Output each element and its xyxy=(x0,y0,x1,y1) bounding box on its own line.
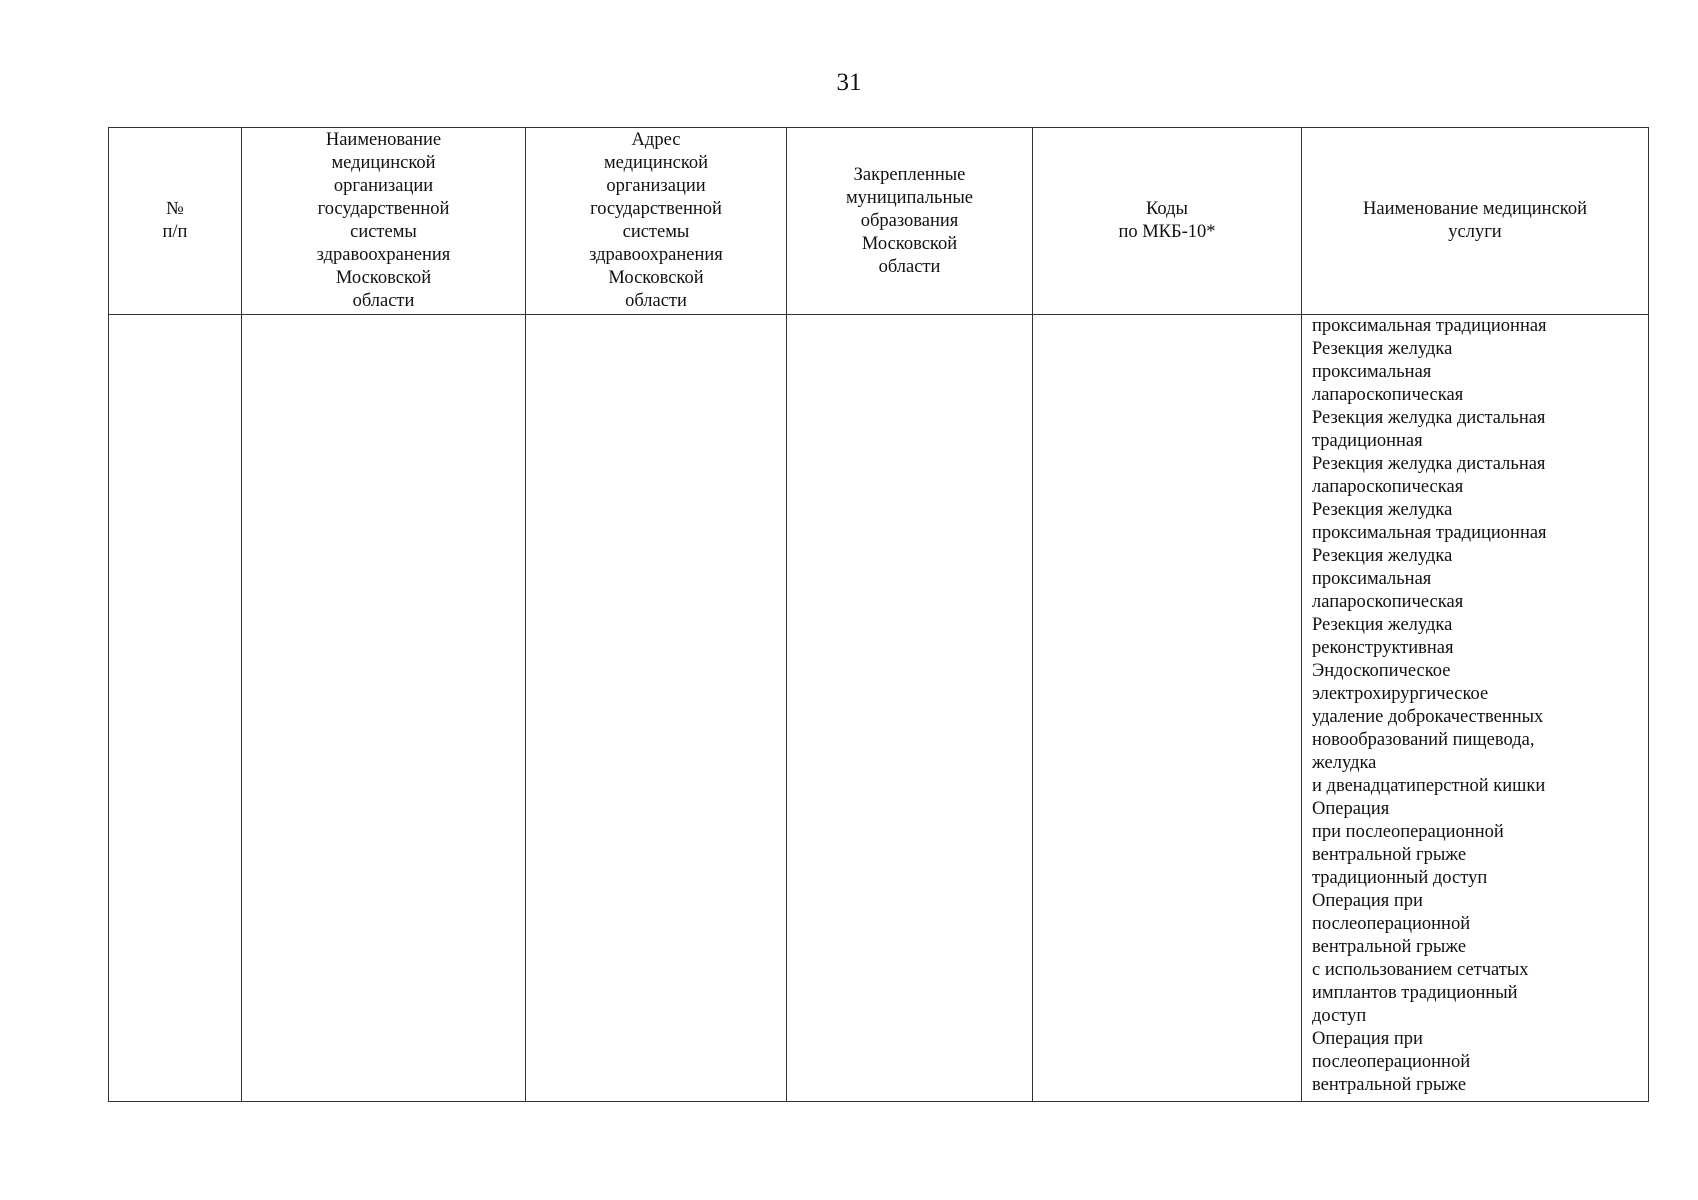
header-text-line: Наименование xyxy=(325,130,442,150)
cell-service-name xyxy=(1302,315,1649,1102)
cell-organization-address xyxy=(526,315,787,1102)
service-line: Резекция желудка дистальная xyxy=(1312,454,1546,474)
header-text-line: Наименование медицинской xyxy=(1363,199,1587,219)
service-line: вентральной грыже xyxy=(1312,845,1467,865)
header-text-line: государственной xyxy=(590,199,722,219)
header-text-line: организации xyxy=(606,176,706,196)
service-line: и двенадцатиперстной кишки xyxy=(1312,776,1546,796)
service-line: Резекция желудка xyxy=(1312,546,1453,566)
header-text-line: по МКБ-10* xyxy=(1118,222,1216,242)
service-list xyxy=(1312,315,1648,1097)
header-text-line: медицинской xyxy=(603,153,709,173)
header-text-line: Московской xyxy=(335,268,432,288)
cell-municipalities xyxy=(787,315,1033,1102)
service-line: вентральной грыже xyxy=(1312,1075,1467,1095)
service-line: доступ xyxy=(1312,1006,1367,1026)
services-table xyxy=(108,127,1649,1102)
service-line: проксимальная xyxy=(1312,569,1432,589)
service-line: Эндоскопическое xyxy=(1312,661,1451,681)
service-line: с использованием сетчатых xyxy=(1312,960,1529,980)
header-text-line: № xyxy=(166,199,184,219)
service-line: Резекция желудка дистальная xyxy=(1312,408,1546,428)
header-text-line: системы xyxy=(622,222,690,242)
header-text-line: Адрес xyxy=(631,130,681,150)
header-text-line: организации xyxy=(333,176,434,196)
table-row xyxy=(109,315,1649,1102)
header-icd-codes xyxy=(1033,128,1302,315)
service-line: Резекция желудка xyxy=(1312,339,1453,359)
service-line: лапароскопическая xyxy=(1312,477,1464,497)
service-line: имплантов традиционный xyxy=(1312,983,1518,1003)
header-text-line: Московской xyxy=(861,233,958,254)
service-line: новообразований пищевода, xyxy=(1312,730,1535,750)
header-text-line: области xyxy=(625,291,687,311)
header-text-line: услуги xyxy=(1448,222,1502,242)
service-line: традиционная xyxy=(1312,431,1423,451)
service-line: при послеоперационной xyxy=(1312,822,1504,842)
page-number: 31 xyxy=(836,69,862,96)
service-line: лапароскопическая xyxy=(1312,385,1464,405)
table-header-row xyxy=(109,128,1649,315)
service-line: Операция при xyxy=(1312,1029,1423,1049)
cell-icd-codes xyxy=(1033,315,1302,1102)
header-service-name xyxy=(1302,128,1649,315)
service-line: реконструктивная xyxy=(1312,638,1454,658)
header-text-line: системы xyxy=(350,222,417,242)
header-municipalities xyxy=(787,128,1033,315)
service-line: удаление доброкачественных xyxy=(1312,707,1544,727)
service-line: электрохирургическое xyxy=(1312,684,1489,704)
header-text-line: образования xyxy=(860,210,959,231)
service-line: традиционный доступ xyxy=(1312,868,1488,888)
header-text-line: п/п xyxy=(162,222,188,242)
cell-organization-name xyxy=(242,315,526,1102)
service-line: проксимальная традиционная xyxy=(1312,523,1547,543)
header-organization-address xyxy=(526,128,787,315)
header-text-line: медицинской xyxy=(331,153,436,173)
cell-number xyxy=(109,315,242,1102)
service-line: вентральной грыже xyxy=(1312,937,1467,957)
service-line: Операция xyxy=(1312,799,1390,819)
header-text-line: области xyxy=(352,291,415,311)
service-line: Резекция желудка xyxy=(1312,500,1453,520)
header-text-line: Коды xyxy=(1146,199,1188,219)
header-text-line: здравоохранения xyxy=(316,245,451,265)
header-text-line: здравоохранения xyxy=(589,245,723,265)
service-line: желудка xyxy=(1312,753,1377,773)
header-text-line: муниципальные xyxy=(845,187,974,208)
service-line: проксимальная xyxy=(1312,362,1432,382)
service-line: послеоперационной xyxy=(1312,914,1471,934)
header-text-line: области xyxy=(878,256,941,277)
service-line: Операция при xyxy=(1312,891,1423,911)
header-text-line: Московской xyxy=(608,268,704,288)
service-line: Резекция желудка xyxy=(1312,615,1453,635)
service-line: лапароскопическая xyxy=(1312,592,1464,612)
header-number xyxy=(109,128,242,315)
header-text-line: государственной xyxy=(317,199,450,219)
service-line: послеоперационной xyxy=(1312,1052,1471,1072)
service-line: проксимальная традиционная xyxy=(1312,316,1547,336)
header-text-line: Закрепленные xyxy=(853,164,966,185)
header-organization-name xyxy=(242,128,526,315)
